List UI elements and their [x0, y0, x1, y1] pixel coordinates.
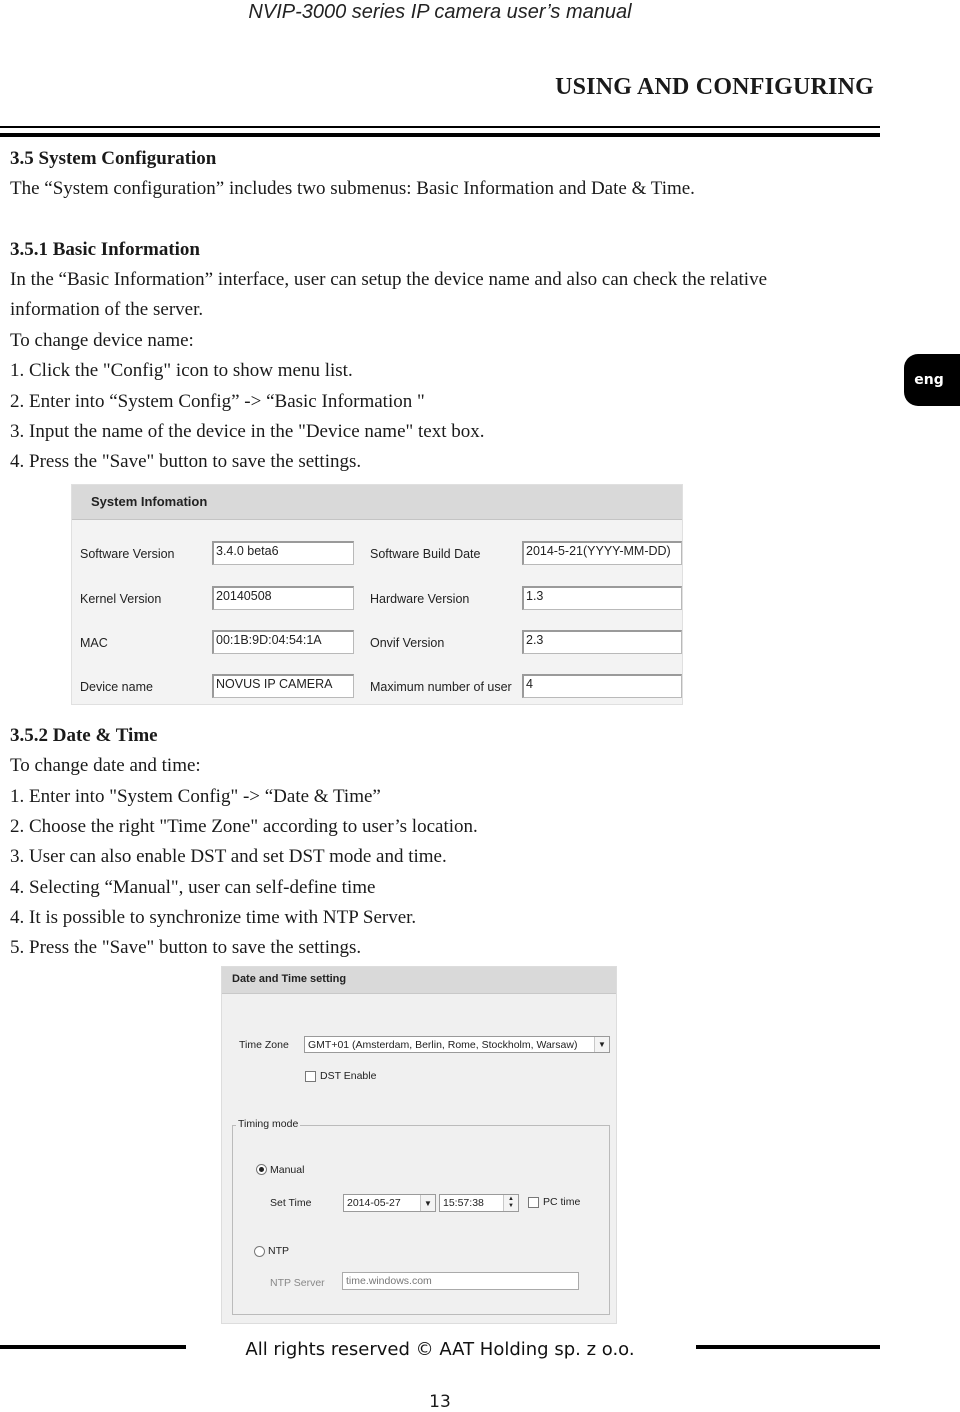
onvif-version-field[interactable]: 2.3 [522, 630, 682, 654]
time-value: 15:57:38 [443, 1197, 484, 1209]
date-time-step: 3. User can also enable DST and set DST mode and time. [10, 846, 447, 867]
kernel-version-field[interactable]: 20140508 [212, 586, 354, 610]
basic-info-line: To change device name: [10, 330, 194, 351]
manual-label: Manual [270, 1164, 305, 1176]
date-time-step: 1. Enter into "System Config" -> “Date & Time” [10, 786, 381, 807]
page-number: 13 [429, 1392, 451, 1412]
time-spinner[interactable] [439, 1194, 519, 1212]
date-time-step: 5. Press the "Save" button to save the settings. [10, 937, 362, 958]
basic-info-line: information of the server. [10, 299, 204, 320]
pc-time-label: PC time [543, 1196, 581, 1208]
chevron-down-icon[interactable]: ▼ [420, 1195, 435, 1211]
kernel-version-label: Kernel Version [80, 592, 162, 606]
basic-info-heading: 3.5.1 Basic Information [10, 239, 200, 260]
system-information-screenshot [71, 484, 683, 705]
device-name-label: Device name [80, 680, 153, 694]
dst-enable-checkbox[interactable] [305, 1071, 316, 1082]
hardware-version-field[interactable]: 1.3 [522, 586, 682, 610]
date-picker[interactable] [343, 1194, 436, 1212]
date-time-screenshot [221, 966, 617, 1324]
mac-field[interactable]: 00:1B:9D:04:54:1A [212, 630, 354, 654]
timing-mode-label: Timing mode [238, 1118, 299, 1130]
ntp-server-label: NTP Server [270, 1277, 325, 1289]
basic-info-step: 1. Click the "Config" icon to show menu list. [10, 360, 353, 381]
language-tab: eng [904, 354, 960, 406]
section-intro: The “System configuration” includes two submenus: Basic Information and Date & Time. [10, 178, 695, 199]
basic-info-step: 3. Input the name of the device in the "Device name" text box. [10, 421, 485, 442]
max-users-label: Maximum number of user [370, 680, 512, 694]
dst-enable-label: DST Enable [320, 1070, 377, 1082]
onvif-version-label: Onvif Version [370, 636, 445, 650]
mac-label: MAC [80, 636, 108, 650]
time-zone-select[interactable] [304, 1036, 610, 1053]
chevron-down-icon[interactable]: ▼ [594, 1037, 609, 1052]
time-zone-value: GMT+01 (Amsterdam, Berlin, Rome, Stockholm, Warsaw) [308, 1039, 578, 1051]
panel-title-bar [222, 967, 616, 994]
ntp-radio[interactable] [254, 1246, 265, 1257]
pc-time-checkbox[interactable] [528, 1197, 539, 1208]
basic-info-line: In the “Basic Information” interface, user can setup the device name and also can check the relative [10, 269, 768, 290]
date-time-step: 4. Selecting “Manual", user can self-define time [10, 877, 376, 898]
hardware-version-label: Hardware Version [370, 592, 470, 606]
footer-rights: All rights reserved © AAT Holding sp. z o.o. [245, 1339, 635, 1360]
software-version-field[interactable]: 3.4.0 beta6 [212, 541, 354, 565]
basic-info-step: 4. Press the "Save" button to save the settings. [10, 451, 362, 472]
ntp-server-input[interactable]: time.windows.com [342, 1272, 579, 1290]
manual-radio[interactable] [256, 1164, 267, 1175]
manual-title: NVIP-3000 series IP camera user’s manual [248, 1, 632, 23]
header-rule-thin [0, 126, 880, 128]
max-users-field[interactable]: 4 [522, 674, 682, 698]
date-time-line: To change date and time: [10, 755, 201, 776]
panel-title: Date and Time setting [232, 973, 347, 985]
software-version-label: Software Version [80, 547, 175, 561]
date-value: 2014-05-27 [347, 1197, 401, 1209]
panel-title: System Infomation [91, 494, 208, 509]
software-build-date-label: Software Build Date [370, 547, 481, 561]
set-time-label: Set Time [270, 1197, 312, 1209]
software-build-date-field[interactable]: 2014-5-21(YYYY-MM-DD) [522, 541, 682, 565]
date-time-step: 2. Choose the right "Time Zone" according to user’s location. [10, 816, 478, 837]
panel-title-bar [72, 485, 682, 520]
date-time-heading: 3.5.2 Date & Time [10, 725, 158, 746]
section-heading: 3.5 System Configuration [10, 148, 217, 169]
basic-info-step: 2. Enter into “System Config” -> “Basic Information " [10, 391, 425, 412]
header-rule-thick [0, 133, 880, 137]
date-time-step: 4. It is possible to synchronize time with NTP Server. [10, 907, 417, 928]
device-name-input[interactable]: NOVUS IP CAMERA [212, 674, 354, 698]
ntp-label: NTP [268, 1245, 289, 1257]
section-title: USING AND CONFIGURING [555, 74, 874, 100]
spinner-arrows-icon[interactable]: ▲ ▼ [503, 1195, 518, 1211]
time-zone-label: Time Zone [239, 1039, 289, 1051]
